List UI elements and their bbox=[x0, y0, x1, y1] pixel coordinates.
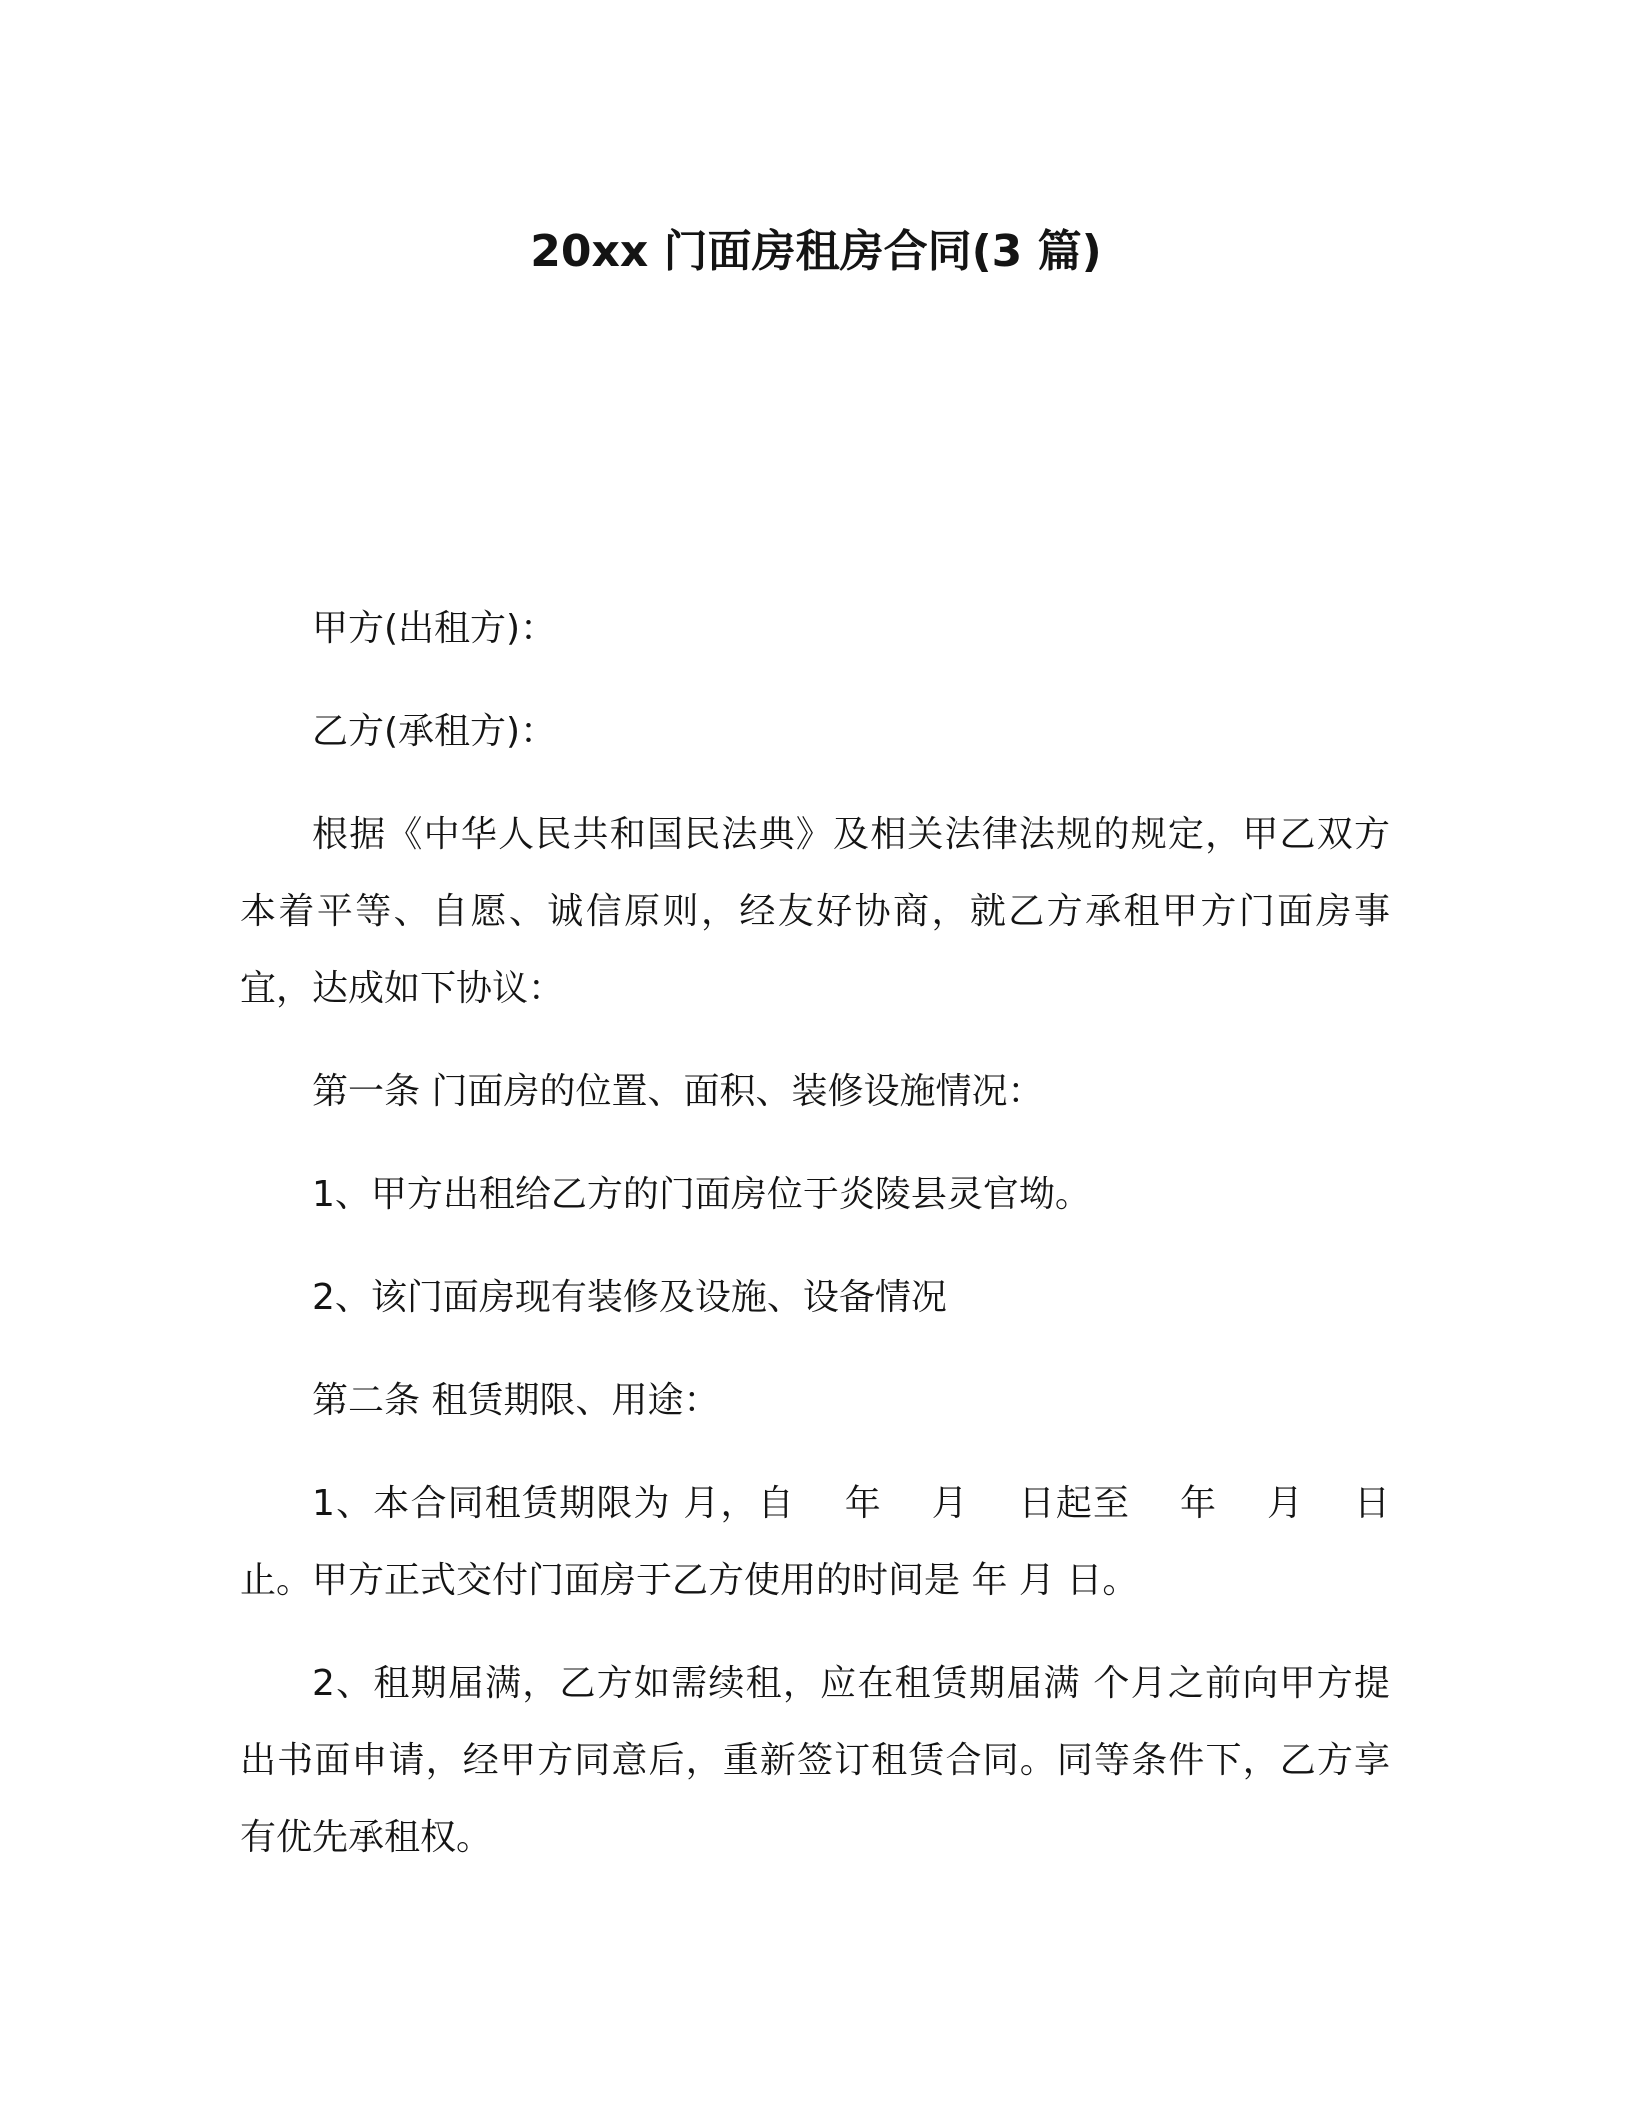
document-body bbox=[240, 590, 1390, 1902]
article-2-heading: 第二条 租赁期限、用途： bbox=[312, 1380, 720, 1421]
document-title: 20xx 门面房租房合同(3 篇) bbox=[530, 226, 1102, 277]
article-2-item-2: 2、租期届满，乙方如需续租，应在租赁期届满 个月之前向甲方提出书面申请，经甲方同意后，重新签订租赁合同。同等条件下，乙方享有优先承租权。 bbox=[240, 1663, 1390, 1858]
party-a-line: 甲方(出租方)： bbox=[312, 608, 557, 649]
party-b-line: 乙方(承租方)： bbox=[312, 711, 557, 752]
article-1-heading: 第一条 门面房的位置、面积、装修设施情况： bbox=[312, 1071, 1044, 1112]
article-1-item-1: 1、甲方出租给乙方的门面房位于炎陵县灵官坳。 bbox=[312, 1174, 1091, 1215]
preamble-paragraph: 根据《中华人民共和国民法典》及相关法律法规的规定，甲乙双方本着平等、自愿、诚信原则，经友好协商，就乙方承租甲方门面房事宜，达成如下协议： bbox=[240, 814, 1390, 1009]
article-1-item-2: 2、该门面房现有装修及设施、设备情况 bbox=[312, 1277, 947, 1318]
article-2-item-1: 1、本合同租赁期限为 月，自 年 月 日起至 年 月 日止。甲方正式交付门面房于乙方使用的时间是 年 月 日。 bbox=[240, 1483, 1390, 1601]
